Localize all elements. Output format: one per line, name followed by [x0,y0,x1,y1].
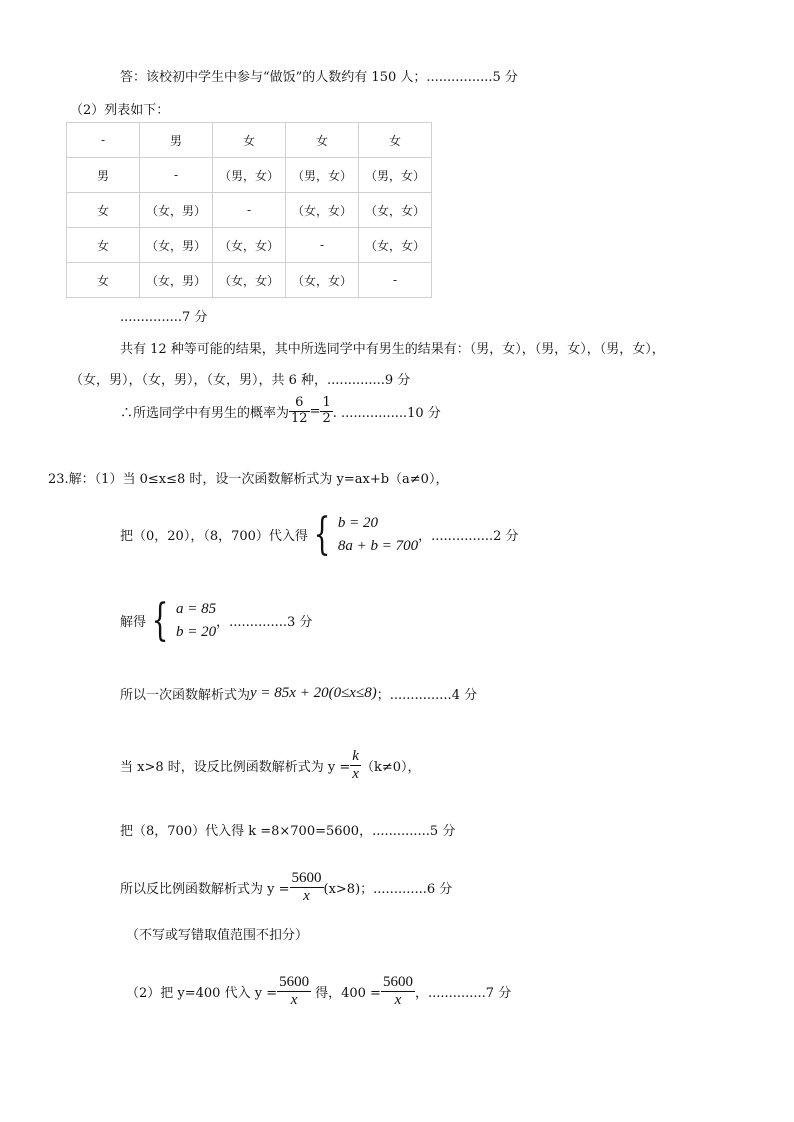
part2-substitution-line [126,974,511,1010]
k-value-line: 把（8，700）代入得 k =8×700=5600，..............5 分 [120,824,456,839]
fraction-denominator: x [290,887,324,905]
grading-note: （不写或写错取值范围不扣分） [126,928,309,943]
q23-heading: 23.解：（1）当 0≤x≤8 时，设一次函数解析式为 y=ax+b（a≠0）， [48,472,449,487]
probability-line [120,396,441,427]
table-header-cell: 女 [213,123,286,158]
table-header-cell: 女 [359,123,432,158]
table-cell: （女，女） [286,263,359,298]
table-cell: 女 [67,193,140,228]
part2-prefix: （2）把 y=400 代入 y = [126,986,278,1002]
table-cell: （男，女） [213,158,286,193]
table-cell: （女，女） [213,263,286,298]
inverse-result-line [120,870,452,906]
inverse-suffix: （k≠0）， [360,760,421,776]
probability-result-fraction [320,396,332,427]
outcome-line-1: 共有 12 种等可能的结果，其中所选同学中有男生的结果有：（男，女），（男，女），（男，女）， [120,342,665,357]
fraction-numerator: 1 [322,395,331,410]
probability-fraction [289,396,310,427]
table-cell: （男，女） [359,158,432,193]
answer-line-part1: 答：该校初中学生中参与“做饭”的人数约有 150 人；................5 分 [120,70,518,85]
inverse-prefix: 当 x>8 时，设反比例函数解析式为 y = [120,760,351,776]
linear-formula: y = 85x + 20(0≤x≤8) [250,685,377,701]
table-cell: （女，男） [140,263,213,298]
solution-prefix: 解得 [120,615,147,630]
fraction-denominator: x [277,991,311,1009]
brace-icon: { [313,508,331,560]
table-cell: - [213,193,286,228]
inverse-result-prefix: 所以反比例函数解析式为 y = [120,882,290,898]
substitution-line [120,508,519,560]
table-header-row [67,123,432,158]
linear-function-line [120,684,477,703]
probability-prefix: ∴所选同学中有男生的概率为 [120,405,290,421]
table-row [67,193,432,228]
part2-fraction-2 [381,974,415,1010]
table-header-cell: - [67,123,140,158]
inverse-result-suffix: (x>8)；.............6 分 [323,882,453,898]
solution-equation-2: b = 20 [176,623,217,640]
inverse-setup-line [120,748,420,784]
table-cell: 女 [67,263,140,298]
solution-equation-1: a = 85 [176,601,217,617]
fraction-denominator: 2 [322,410,331,426]
fraction-numerator: 5600 [382,974,413,990]
equation-system [308,508,419,560]
part2-fraction [277,974,311,1010]
table-cell: （女，女） [359,193,432,228]
fraction-numerator: 5600 [291,870,322,886]
part2-middle: 得，400 = [315,986,381,1002]
table-header-cell: 男 [140,123,213,158]
table-cell: （女，男） [140,228,213,263]
probability-suffix: . ................10 分 [332,405,441,421]
table-cell: 男 [67,158,140,193]
inverse-fraction [350,748,361,784]
table-row [67,228,432,263]
table-row [67,263,432,298]
table-cell: - [140,158,213,193]
solution-line [120,594,313,646]
outcome-line-2: （女，男），（女，男），（女，男），共 6 种，..............9 分 [70,373,411,388]
inverse-result-fraction [290,870,324,906]
table-header-cell: 女 [286,123,359,158]
fraction-denominator: x [381,991,415,1009]
table-cell: - [359,263,432,298]
substitution-prefix: 把（0，20），（8，700）代入得 [120,529,308,544]
fraction-denominator: 12 [291,410,308,426]
table-cell: 女 [67,228,140,263]
fraction-numerator: 6 [295,395,304,410]
part2-suffix: ，..............7 分 [414,986,512,1002]
fraction-denominator: x [352,766,359,783]
table-row [67,158,432,193]
table-cell: （男，女） [286,158,359,193]
system-equation-1: b = 20 [337,515,379,531]
solution-suffix: ，..............3 分 [216,615,313,630]
solution-system [146,594,217,646]
fraction-numerator: k [352,748,359,764]
table-cell: （女，女） [359,228,432,263]
score-7: ...............7 分 [120,310,208,325]
table-cell: - [286,228,359,263]
equals-sign: = [309,403,321,419]
system-equation-2: 8a + b = 700 [337,537,419,554]
table-cell: （女，男） [140,193,213,228]
fraction-numerator: 5600 [279,974,310,990]
table-cell: （女，女） [213,228,286,263]
brace-icon: { [151,594,169,646]
linear-prefix: 所以一次函数解析式为 [120,688,251,703]
table-cell: （女，女） [286,193,359,228]
substitution-suffix: ，...............2 分 [418,529,519,544]
outcome-table [66,122,432,298]
part2-label: （2）列表如下： [70,103,170,118]
linear-suffix: ；...............4 分 [376,688,478,703]
